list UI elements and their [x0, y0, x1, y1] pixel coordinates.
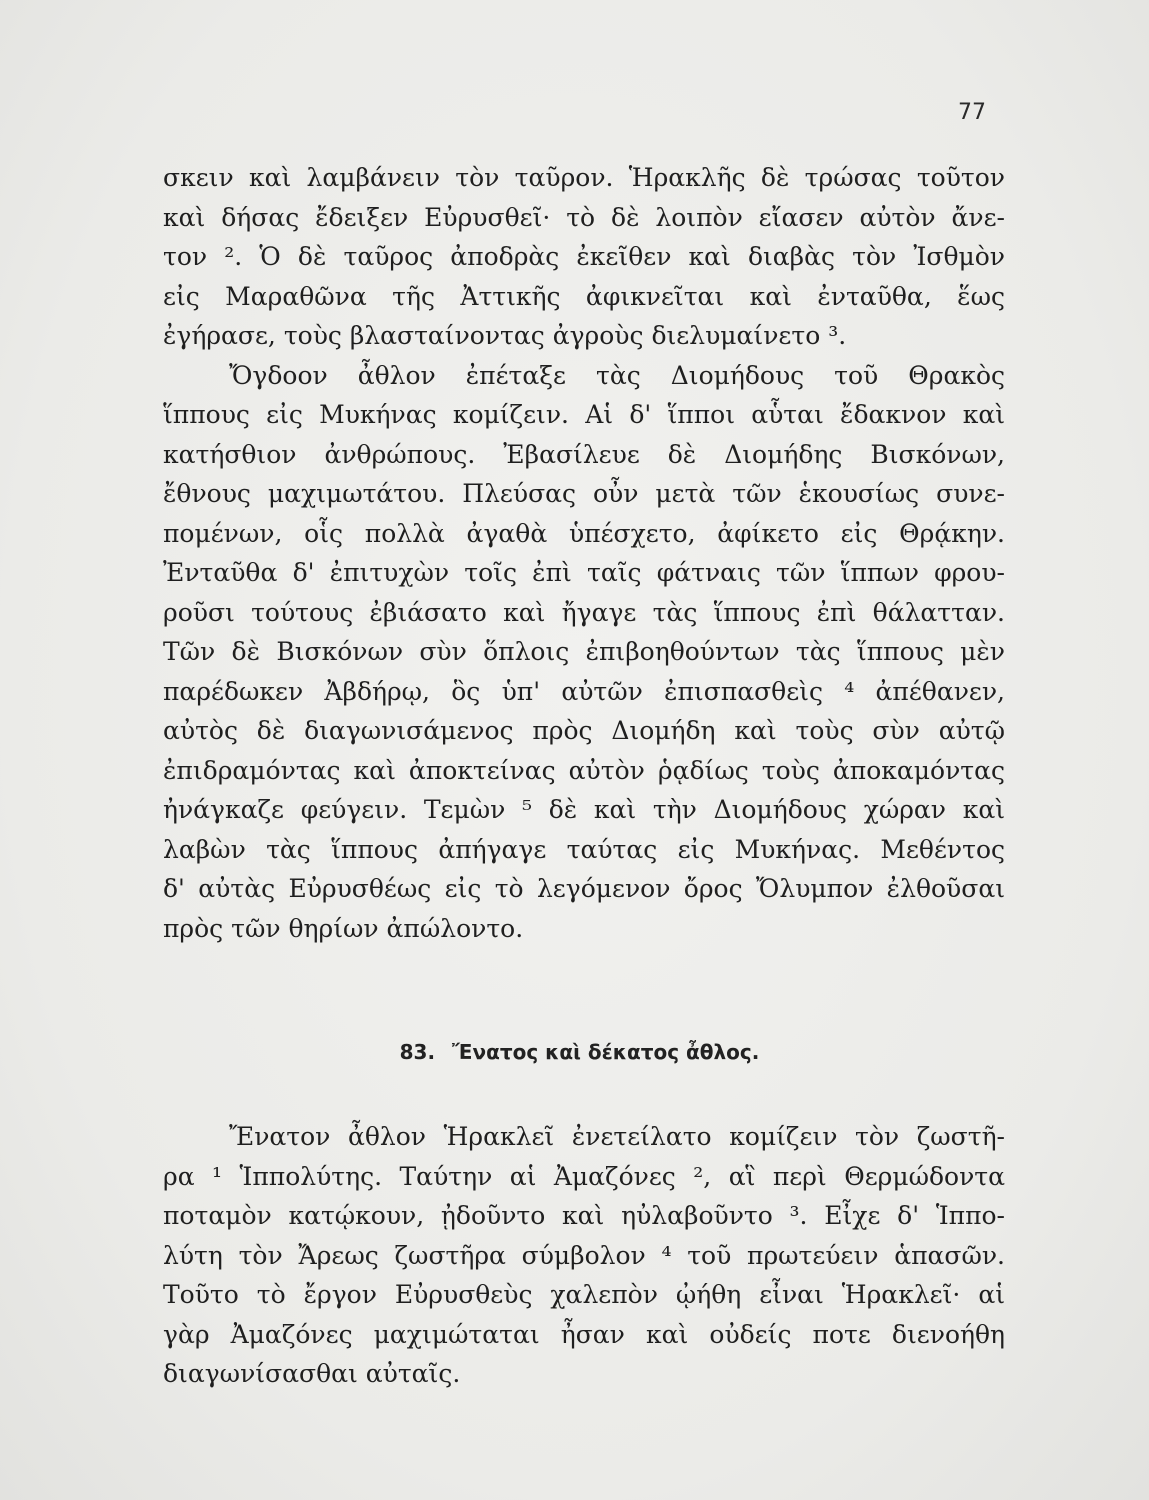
text-line: Τοῦτο τὸ ἔργον Εὐρυσθεὺς χαλεπὸν ᾠήθη εἶναι Ἡρακλεῖ· αἱ: [163, 1280, 1005, 1309]
text-line: δ' αὐτὰς Εὐρυσθέως εἰς τὸ λεγόμενον ὄρος Ὄλυμπον ἐλθοῦσαι: [163, 874, 1005, 903]
text-line: Ἔνατον ἆθλον Ἡρακλεῖ ἐνετείλατο κομίζειν τὸν ζωστῆ-: [229, 1122, 1005, 1151]
text-line: τον ². Ὁ δὲ ταῦρος ἀποδρὰς ἐκεῖθεν καὶ διαβὰς τὸν Ἰσθμὸν: [163, 242, 1005, 271]
page-number: 77: [958, 100, 986, 125]
text-line: γὰρ Ἀμαζόνες μαχιμώταται ἦσαν καὶ οὐδείς ποτε διενοήθη: [163, 1319, 1005, 1349]
text-line: παρέδωκεν Ἀβδήρῳ, ὃς ὑπ' αὐτῶν ἐπισπασθεὶς ⁴ ἀπέθανεν,: [163, 676, 1005, 706]
text-line: καὶ δήσας ἔδειξεν Εὐρυσθεῖ· τὸ δὲ λοιπὸν εἴασεν αὐτὸν ἄνε-: [163, 202, 1005, 232]
section-heading: [0, 1040, 1149, 1064]
section-number: 83.: [399, 1040, 436, 1064]
text-line: κατήσθιον ἀνθρώπους. Ἐβασίλευε δὲ Διομήδης Βισκόνων,: [163, 439, 1005, 469]
text-line: αὐτὸς δὲ διαγωνισάμενος πρὸς Διομήδη καὶ τοὺς σὺν αὐτῷ: [163, 716, 1005, 745]
text-line: πρὸς τῶν θηρίων ἀπώλοντο.: [163, 913, 524, 943]
text-line: ἔθνους μαχιμωτάτου. Πλεύσας οὖν μετὰ τῶν ἑκουσίως συνε-: [163, 479, 1005, 508]
text-line: πομένων, οἷς πολλὰ ἀγαθὰ ὑπέσχετο, ἀφίκετο εἰς Θρᾴκην.: [163, 518, 1005, 548]
text-line: εἰς Μαραθῶνα τῆς Ἀττικῆς ἀφικνεῖται καὶ ἐνταῦθα, ἕως: [163, 281, 1005, 311]
text-line: σκειν καὶ λαμβάνειν τὸν ταῦρον. Ἡρακλῆς δὲ τρώσας τοῦτον: [163, 163, 1005, 192]
text-line: ἐγήρασε, τοὺς βλασταίνοντας ἀγροὺς διελυμαίνετο ³.: [163, 321, 847, 350]
lower-text-block: [163, 1117, 1005, 1394]
text-line: διαγωνίσασθαι αὐταῖς.: [163, 1359, 461, 1388]
upper-text-block: [163, 158, 1005, 948]
section-title: Ἔνατος καὶ δέκατος ἆθλος.: [452, 1040, 760, 1064]
text-line: ἵππους εἰς Μυκήνας κομίζειν. Αἱ δ' ἵπποι αὗται ἔδακνον καὶ: [163, 400, 1005, 429]
text-line: Ἐνταῦθα δ' ἐπιτυχὼν τοῖς ἐπὶ ταῖς φάτναις τῶν ἵππων φρου-: [163, 558, 1005, 587]
text-line: ἐπιδραμόντας καὶ ἀποκτείνας αὐτὸν ῥᾳδίως τοὺς ἀποκαμόντας: [163, 755, 1005, 785]
text-line: Ὄγδοον ἆθλον ἐπέταξε τὰς Διομήδους τοῦ Θρακὸς: [229, 360, 1005, 390]
text-line: ροῦσι τούτους ἐβιάσατο καὶ ἤγαγε τὰς ἵππους ἐπὶ θάλατταν.: [163, 597, 1005, 627]
text-line: Τῶν δὲ Βισκόνων σὺν ὅπλοις ἐπιβοηθούντων τὰς ἵππους μὲν: [163, 637, 1005, 666]
text-line: ἠνάγκαζε φεύγειν. Τεμὼν ⁵ δὲ καὶ τὴν Διομήδους χώραν καὶ: [163, 795, 1005, 824]
text-line: ποταμὸν κατῴκουν, ᾐδοῦντο καὶ ηὐλαβοῦντο ³. Εἶχε δ' Ἱππο-: [163, 1201, 1005, 1230]
text-line: λύτη τὸν Ἄρεως ζωστῆρα σύμβολον ⁴ τοῦ πρωτεύειν ἁπασῶν.: [163, 1240, 1005, 1270]
text-line: λαβὼν τὰς ἵππους ἀπήγαγε ταύτας εἰς Μυκήνας. Μεθέντος: [163, 834, 1005, 864]
text-line: ρα ¹ Ἱππολύτης. Ταύτην αἱ Ἀμαζόνες ², αἳ περὶ Θερμώδοντα: [163, 1161, 1005, 1191]
